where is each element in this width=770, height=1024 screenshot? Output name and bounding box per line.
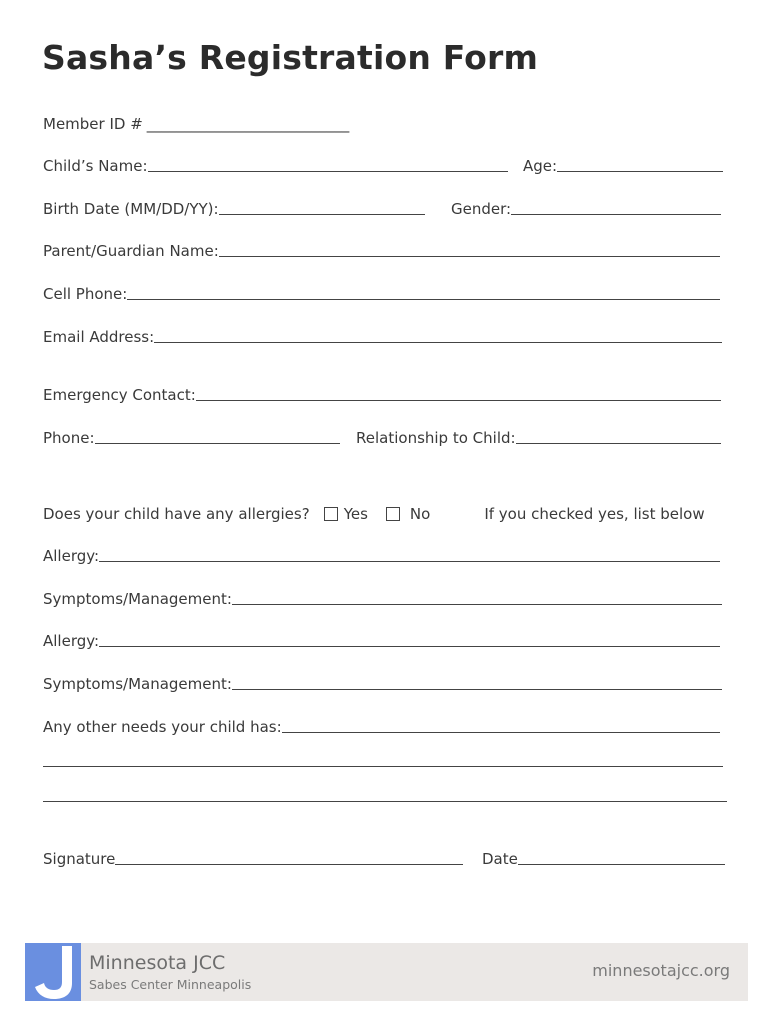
member-id-row	[43, 111, 373, 133]
yes-label: Yes	[343, 505, 368, 523]
gender-label: Gender:	[451, 200, 512, 218]
allergy-1-field[interactable]	[99, 545, 720, 562]
emergency-field[interactable]	[196, 384, 721, 401]
other-needs-line-3[interactable]	[43, 801, 727, 802]
cell-phone-row	[43, 281, 720, 303]
emergency-label: Emergency Contact:	[43, 386, 196, 404]
allergy-question-label: Does your child have any allergies?	[43, 505, 310, 523]
emergency-row	[43, 382, 721, 404]
j-letter-icon	[25, 943, 81, 1001]
phone-field[interactable]	[95, 427, 340, 444]
symptoms-2-row	[43, 671, 722, 693]
parent-row	[43, 238, 720, 260]
signature-field[interactable]	[115, 848, 463, 865]
email-label: Email Address:	[43, 328, 155, 346]
other-needs-line-2[interactable]	[43, 766, 723, 767]
allergy-1-row	[43, 543, 720, 565]
no-checkbox[interactable]	[386, 507, 400, 521]
relationship-row	[356, 425, 721, 447]
symptoms-2-label: Symptoms/Management:	[43, 675, 232, 693]
yes-checkbox[interactable]	[324, 507, 338, 521]
cell-phone-label: Cell Phone:	[43, 285, 128, 303]
relationship-field[interactable]	[516, 427, 721, 444]
age-row	[523, 153, 723, 175]
parent-label: Parent/Guardian Name:	[43, 242, 219, 260]
child-name-label: Child’s Name:	[43, 157, 148, 175]
age-label: Age:	[523, 157, 558, 175]
yes-option[interactable]	[324, 505, 368, 523]
website-link[interactable]: minnesotajcc.org	[592, 961, 730, 980]
phone-label: Phone:	[43, 429, 95, 447]
allergy-2-field[interactable]	[99, 630, 720, 647]
age-field[interactable]	[557, 155, 723, 172]
no-label: No	[409, 505, 431, 523]
other-needs-label: Any other needs your child has:	[43, 718, 282, 736]
child-name-field[interactable]	[148, 155, 509, 172]
other-needs-row	[43, 714, 720, 736]
symptoms-1-row	[43, 586, 722, 608]
footer-bar	[25, 943, 748, 1001]
allergy-1-label: Allergy:	[43, 547, 100, 565]
symptoms-2-field[interactable]	[232, 673, 722, 690]
allergy-question-row	[43, 501, 723, 523]
allergy-2-row	[43, 628, 720, 650]
member-id-field[interactable]: ___________________________	[146, 115, 350, 133]
date-label: Date	[482, 850, 518, 868]
cell-phone-field[interactable]	[127, 283, 720, 300]
child-name-row	[43, 153, 508, 175]
allergy-note: If you checked yes, list below	[484, 505, 705, 523]
no-option[interactable]	[386, 505, 430, 523]
signature-label: Signature	[43, 850, 116, 868]
allergy-2-label: Allergy:	[43, 632, 100, 650]
birth-date-row	[43, 196, 425, 218]
org-name: Minnesota JCC	[89, 952, 226, 974]
birth-date-label: Birth Date (MM/DD/YY):	[43, 200, 219, 218]
symptoms-1-field[interactable]	[232, 588, 722, 605]
date-field[interactable]	[518, 848, 725, 865]
other-needs-field[interactable]	[282, 716, 720, 733]
parent-field[interactable]	[219, 240, 720, 257]
email-row	[43, 324, 722, 346]
signature-row	[43, 846, 463, 868]
gender-field[interactable]	[511, 198, 721, 215]
org-subtitle: Sabes Center Minneapolis	[89, 977, 252, 992]
jcc-logo	[25, 943, 81, 1001]
form-title: Sasha’s Registration Form	[42, 38, 539, 77]
symptoms-1-label: Symptoms/Management:	[43, 590, 232, 608]
email-field[interactable]	[154, 326, 722, 343]
birth-date-field[interactable]	[219, 198, 425, 215]
phone-row	[43, 425, 340, 447]
gender-row	[451, 196, 721, 218]
date-row	[482, 846, 725, 868]
relationship-label: Relationship to Child:	[356, 429, 516, 447]
member-id-label: Member ID #	[43, 115, 143, 133]
